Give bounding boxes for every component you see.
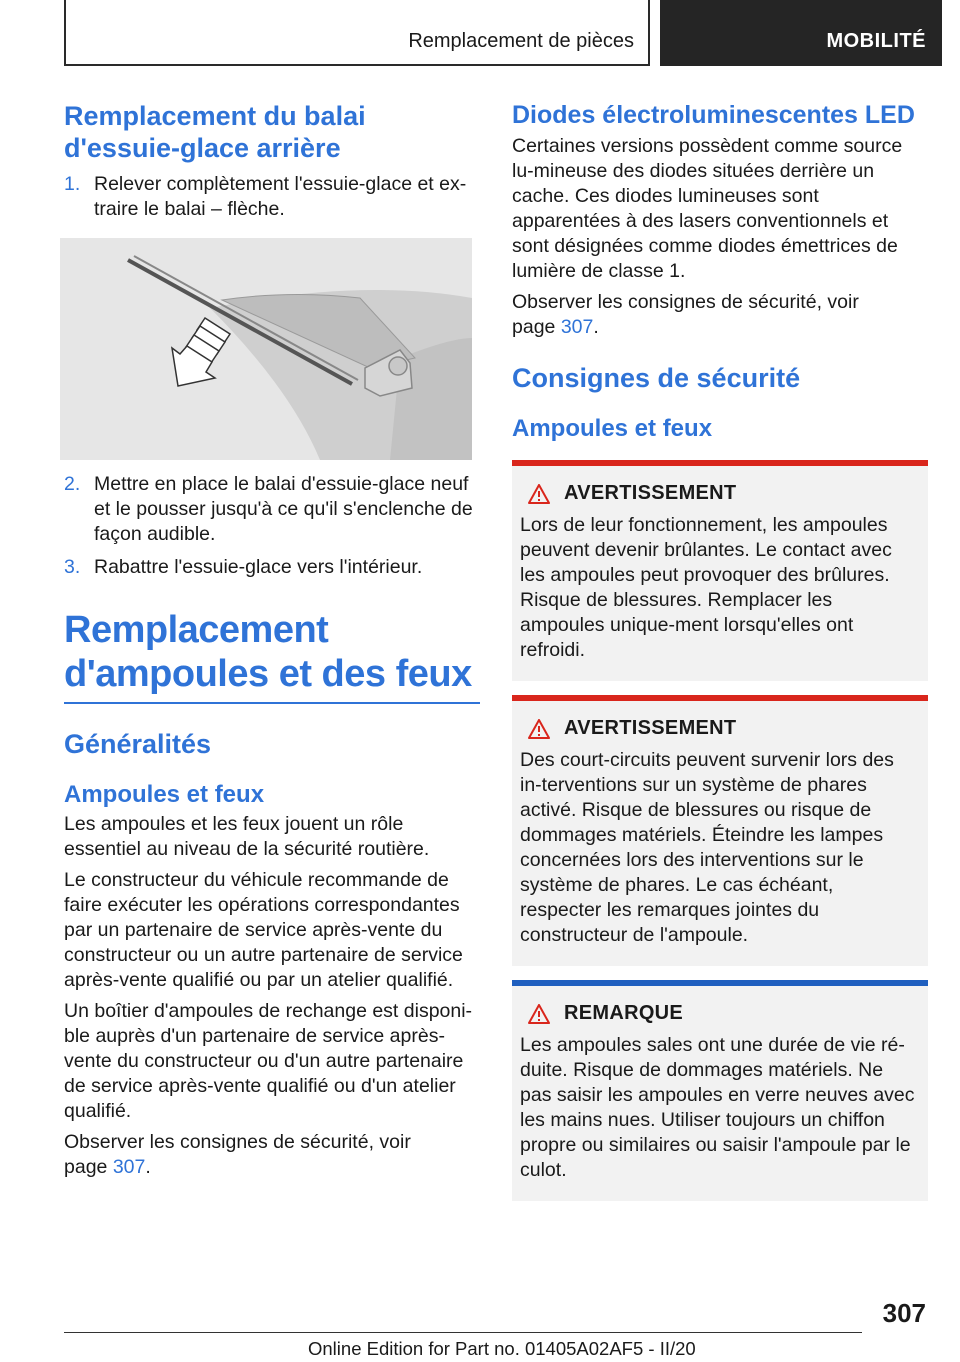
warning-text: Des court-circuits peuvent survenir lors des in-terventions sur un système de phares activé. Risque de blessures ou risque de dommages matériels. Éteindre les lampes concernées lors des interventions sur le système de phares. Le cas échéant, respecter les remarques jointes du constructeur de l'ampoule. <box>520 749 894 946</box>
warning-title <box>528 717 918 740</box>
warning-bar <box>512 695 928 701</box>
header-chapter-box <box>660 0 942 66</box>
warning-title-text: AVERTISSEMENT <box>564 717 737 739</box>
footer-rule <box>64 1332 862 1333</box>
notice-box <box>512 980 928 1201</box>
step-text: Relever complètement l'essuie-glace et ex-traire le balai – flèche. <box>94 173 467 220</box>
title-rule <box>64 702 480 704</box>
page-number: 307 <box>882 1298 926 1328</box>
warning-triangle-icon <box>528 719 550 739</box>
safety-reference: Observer les consignes de sécurité, voir page 307. <box>64 1131 411 1178</box>
led-section-title: Diodes électroluminescentes LED <box>512 101 915 129</box>
led-paragraph: Certaines versions possèdent comme source lu-mineuse des diodes situées derrière un cache. Ces diodes lumineuses sont apparentées à des lasers conventionnels et sont désignées comme diodes émettrices de lumière de classe 1. <box>512 135 903 282</box>
step-text: Mettre en place le balai d'essuie-glace neuf et le pousser jusqu'à ce qu'il s'enclenche de façon audible. <box>94 473 473 545</box>
step-3 <box>64 555 480 580</box>
step-number: 3. <box>64 556 81 578</box>
general-section-title: Généralités <box>64 729 212 759</box>
step-1 <box>64 172 480 222</box>
safety-section-title: Consignes de sécurité <box>512 363 801 393</box>
rear-wiper-image <box>60 238 472 460</box>
notice-triangle-icon <box>528 1004 550 1024</box>
bulbs-chapter-title: Remplacement d'ampoules et des feux <box>64 609 472 695</box>
led-safety-reference: Observer les consignes de sécurité, voir page 307. <box>512 291 859 338</box>
notice-title <box>528 1002 918 1025</box>
footer-edition: Online Edition for Part no. 01405A02AF5 - II/20 <box>308 1338 696 1359</box>
safety-reference-text: Observer les consignes de sécurité, voir page <box>512 291 859 338</box>
warning-box-2 <box>512 695 928 966</box>
lights-subtitle: Ampoules et feux <box>64 781 265 808</box>
header-section-box <box>64 0 650 66</box>
warning-box-1 <box>512 460 928 681</box>
intro-paragraph: Les ampoules et les feux jouent un rôle essentiel au niveau de la sécurité routière. <box>64 813 430 860</box>
warning-title-text: AVERTISSEMENT <box>564 482 737 504</box>
left-column <box>64 100 480 1180</box>
notice-text: Les ampoules sales ont une durée de vie ré-duite. Risque de dommages matériels. Ne pas saisir les ampoules en verre neuves avec les mains nues. Utiliser toujours un chiffon propre ou similaires ou saisir l'ampoule par le culot. <box>520 1034 915 1181</box>
notice-title-text: REMARQUE <box>564 1002 684 1024</box>
warning-triangle-icon <box>528 484 550 504</box>
step-number: 1. <box>64 173 81 195</box>
header-section-title: Remplacement de pièces <box>408 30 634 52</box>
wiper-illustration <box>60 238 472 460</box>
safety-reference-text: Observer les consignes de sécurité, voir page <box>64 1131 411 1178</box>
page-link[interactable]: 307 <box>112 1156 146 1178</box>
step-2 <box>64 472 480 547</box>
header-chapter-title: MOBILITÉ <box>826 30 926 52</box>
wiper-section-title: Remplacement du balai d'essuie-glace arrière <box>64 101 366 163</box>
step-number: 2. <box>64 473 81 495</box>
page-link[interactable]: 307 <box>560 316 594 338</box>
spare-box-paragraph: Un boîtier d'ampoules de rechange est disponi-ble auprès d'un partenaire de service après-vente du constructeur ou d'un autre partenaire de service après-vente qualifié ou d'un atelier qualifié. <box>64 1000 473 1122</box>
warning-bar <box>512 460 928 466</box>
recommendation-paragraph: Le constructeur du véhicule recommande de faire exécuter les opérations correspondantes par un partenaire de service après-vente du constructeur ou un autre partenaire de service après-vente qualifié ou par un atelier qualifié. <box>64 869 463 991</box>
notice-bar <box>512 980 928 986</box>
right-column <box>512 100 928 1201</box>
step-text: Rabattre l'essuie-glace vers l'intérieur. <box>94 556 423 578</box>
safety-subtitle: Ampoules et feux <box>512 415 713 442</box>
warning-title <box>528 482 918 505</box>
warning-text: Lors de leur fonctionnement, les ampoules peuvent devenir brûlantes. Le contact avec les ampoules peut provoquer des brûlures. Risque de blessures. Remplacer les ampoules unique-ment lorsqu'elles ont refroidi. <box>520 514 892 661</box>
